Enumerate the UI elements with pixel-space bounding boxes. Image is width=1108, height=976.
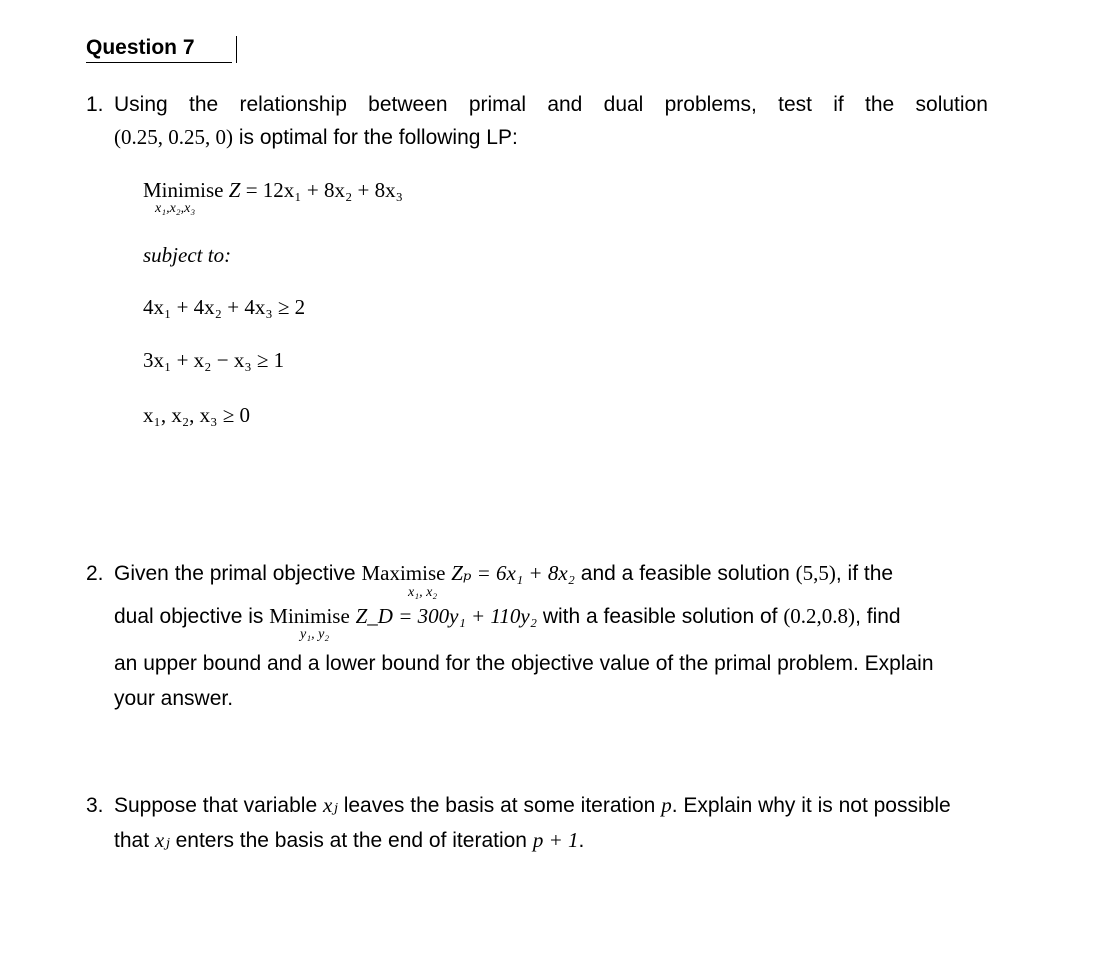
word: dual — [603, 93, 644, 116]
heading-underline — [86, 62, 232, 63]
item-3-line-1 — [114, 795, 951, 816]
word: between — [368, 93, 448, 116]
dual-solution: (0.2,0.8) — [783, 604, 856, 628]
item-1-line-1 — [114, 94, 988, 115]
word: relationship — [239, 93, 347, 116]
text: enters the basis at the end of iteration — [169, 829, 533, 852]
item-2-number: 2. — [86, 562, 104, 585]
minimise-word: Minimise — [269, 604, 350, 628]
item-1-line-2-text: is optimal for the following LP: — [233, 126, 518, 149]
item-2-line-3: an upper bound and a lower bound for the objective value of the primal problem. Explain — [114, 652, 934, 675]
item-2-line-1 — [114, 563, 893, 584]
maximise-word: Maximise — [361, 561, 446, 585]
text: . Explain why it is not possible — [671, 794, 951, 817]
primal-solution: (5,5) — [795, 561, 836, 585]
text: Given the primal objective — [114, 562, 362, 585]
item-3-line-2 — [114, 830, 584, 851]
item-1-number: 1. — [86, 93, 104, 116]
question-heading: Question 7 — [86, 36, 195, 59]
lp-objective — [143, 178, 403, 203]
text: , find — [855, 605, 901, 628]
text: , if the — [835, 562, 894, 585]
item-3-number: 3. — [86, 794, 104, 817]
constraint-2: 3x₁ + x₂ − x₃ ≥ 1 — [143, 348, 285, 372]
item-2-line-4: your answer. — [114, 687, 234, 710]
text: that — [114, 829, 155, 852]
objective-word: Minimise — [143, 178, 224, 202]
item-1-line-2 — [114, 127, 518, 148]
word: solution — [915, 93, 988, 116]
constraint-1: 4x₁ + 4x₂ + 4x₃ ≥ 2 — [143, 295, 306, 319]
text: with a feasible solution of — [537, 605, 784, 628]
text: Suppose that variable — [114, 794, 323, 817]
word: the — [865, 93, 895, 116]
dual-variables: y₁, y₂ — [300, 627, 330, 642]
primal-variables: x₁, x₂ — [408, 585, 438, 600]
objective-variables: x₁,x₂,x₃ — [155, 201, 196, 216]
text: leaves the basis at some iteration — [337, 794, 662, 817]
variable-xj: xⱼ — [322, 793, 338, 817]
word: and — [547, 93, 583, 116]
dual-objective: Z_D = 300y₁ + 110y₂ — [355, 604, 537, 628]
iteration-p: p — [661, 793, 672, 817]
word: test — [778, 93, 812, 116]
solution-tuple: (0.25, 0.25, 0) — [114, 125, 233, 149]
text-cursor — [236, 36, 237, 63]
word: Using — [114, 93, 168, 116]
word: if — [833, 93, 844, 116]
text: and a feasible solution — [574, 562, 796, 585]
word: problems, — [664, 93, 757, 116]
text: . — [578, 829, 585, 852]
word: primal — [468, 93, 527, 116]
variable-xj: xⱼ — [154, 828, 170, 852]
subject-to: subject to: — [143, 243, 232, 267]
constraint-nonneg: x₁, x₂, x₃ ≥ 0 — [143, 403, 250, 427]
item-2-line-2 — [114, 606, 901, 627]
objective-rhs: = 12x₁ + 8x₂ + 8x₃ — [245, 178, 403, 202]
word: the — [188, 93, 219, 116]
iteration-p-plus-1: p + 1 — [532, 828, 579, 852]
objective-lhs: Z — [228, 178, 241, 202]
primal-objective: Zₚ = 6x₁ + 8x₂ — [451, 561, 575, 585]
text: dual objective is — [114, 605, 270, 628]
